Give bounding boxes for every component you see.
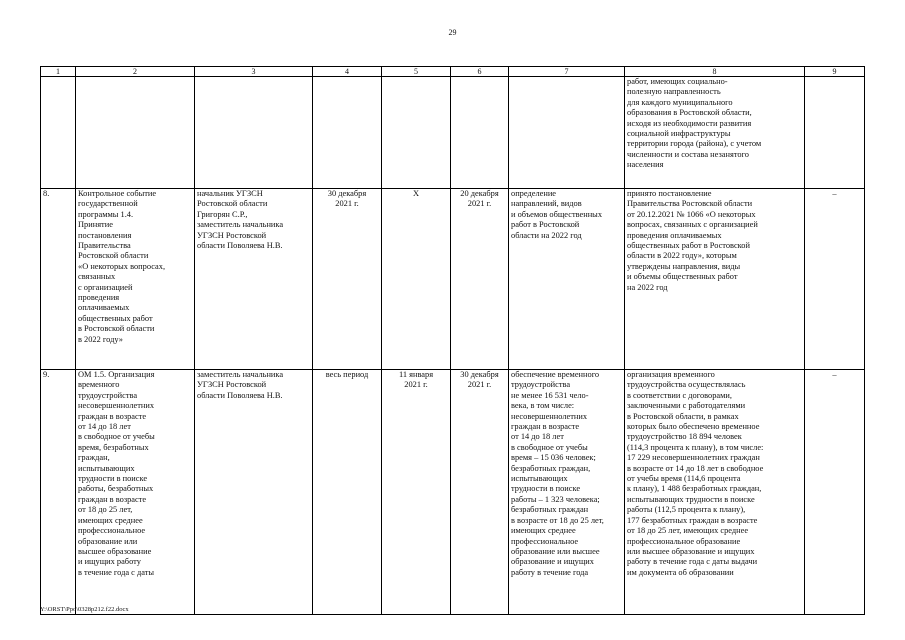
planned-date-cell: [313, 77, 382, 189]
responsible-cell: заместитель начальника УГЗСН Ростовской области Поволяева Н.В.: [195, 370, 313, 615]
responsible-cell: начальник УГЗСН Ростовской области Григорян С.Р., заместитель начальника УГЗСН Ростовской области Поволяева Н.В.: [195, 189, 313, 370]
actual-result-cell: работ, имеющих социально- полезную направленность для каждого муниципального образования в Ростовской области, исходя из необходимости развития социальной инфраструктуры территории города (района), с учетом численности и состава незанятого населения: [625, 77, 805, 189]
column-header: 8: [625, 67, 805, 77]
planned-result-cell: [509, 77, 625, 189]
column-header: 1: [41, 67, 76, 77]
row-number-cell: [41, 77, 76, 189]
row-number-cell: 8.: [41, 189, 76, 370]
event-name-cell: ОМ 1.5. Организация временного трудоустройства несовершеннолетних граждан в возрасте от 14 до 18 лет в свободное от учебы время, безработных граждан, испытывающих трудности в поиске работы, безработных граждан в возрасте от 18 до 25 лет, имеющих среднее профессиональное образование или высшее образование и ищущих работу в течение года с даты: [76, 370, 195, 615]
column-header: 2: [76, 67, 195, 77]
note-cell: –: [805, 370, 865, 615]
actual-result-cell: организация временного трудоустройства осуществлялась в соответствии с договорами, заключенными с работодателями в Ростовской области, в рамках которых было обеспечено временное трудоустройство 18 894 человек (114,3 процента к плану), в том числе: 17 229 несовершеннолетних граждан в возрасте от 14 до 18 лет в свободное от учебы время (114,6 процента к плану), 1 488 безработных граждан, испытывающих трудности в поиске работы (112,5 процента к плану), 177 безработных граждан в возрасте от 18 до 25 лет, имеющих среднее профессиональное образование или высшее образование и ищущих работу в течение года с даты выдачи им документа об образовании: [625, 370, 805, 615]
column-header: 7: [509, 67, 625, 77]
column-numbers-row: [41, 67, 865, 77]
file-path-footer: Y:\ORST\Ppo\0328p212.f22.docx: [40, 606, 129, 613]
planned-date-cell: весь период: [313, 370, 382, 615]
table-row: [41, 370, 865, 615]
note-cell: –: [805, 189, 865, 370]
event-name-cell: [76, 77, 195, 189]
planned-date-cell: 30 декабря 2021 г.: [313, 189, 382, 370]
page-number: 29: [448, 28, 457, 37]
note-cell: [805, 77, 865, 189]
table-row: [41, 77, 865, 189]
column-header: 4: [313, 67, 382, 77]
row-number-cell: 9.: [41, 370, 76, 615]
start-date-cell: 11 января 2021 г.: [382, 370, 451, 615]
column-header: 3: [195, 67, 313, 77]
actual-result-cell: принято постановление Правительства Ростовской области от 20.12.2021 № 1066 «О некоторых вопросах, связанных с организацией проведения оплачиваемых общественных работ в Ростовской области в 2022 году», которым утверждены направления, виды и объемы общественных работ на 2022 год: [625, 189, 805, 370]
table-row: [41, 189, 865, 370]
planned-result-cell: обеспечение временного трудоустройства не менее 16 531 чело- века, в том числе: несовершеннолетних граждан в возрасте от 14 до 18 лет в свободное от учебы время – 15 036 человек; безработных граждан, испытывающих трудности в поиске работы – 1 323 человека; безработных граждан в возрасте от 18 до 25 лет, имеющих среднее профессиональное образование или высшее образование и ищущих работу в течение года: [509, 370, 625, 615]
column-header: 9: [805, 67, 865, 77]
end-date-cell: 30 декабря 2021 г.: [451, 370, 509, 615]
event-name-cell: Контрольное событие государственной программы 1.4. Принятие постановления Правительства Ростовской области «О некоторых вопросах, связанных с организацией проведения оплачиваемых общественных работ в Ростовской области в 2022 году»: [76, 189, 195, 370]
planned-result-cell: определение направлений, видов и объемов общественных работ в Ростовской области на 2022 год: [509, 189, 625, 370]
report-table: [40, 66, 865, 615]
responsible-cell: [195, 77, 313, 189]
end-date-cell: 20 декабря 2021 г.: [451, 189, 509, 370]
end-date-cell: [451, 77, 509, 189]
column-header: 6: [451, 67, 509, 77]
start-date-cell: Х: [382, 189, 451, 370]
start-date-cell: [382, 77, 451, 189]
column-header: 5: [382, 67, 451, 77]
